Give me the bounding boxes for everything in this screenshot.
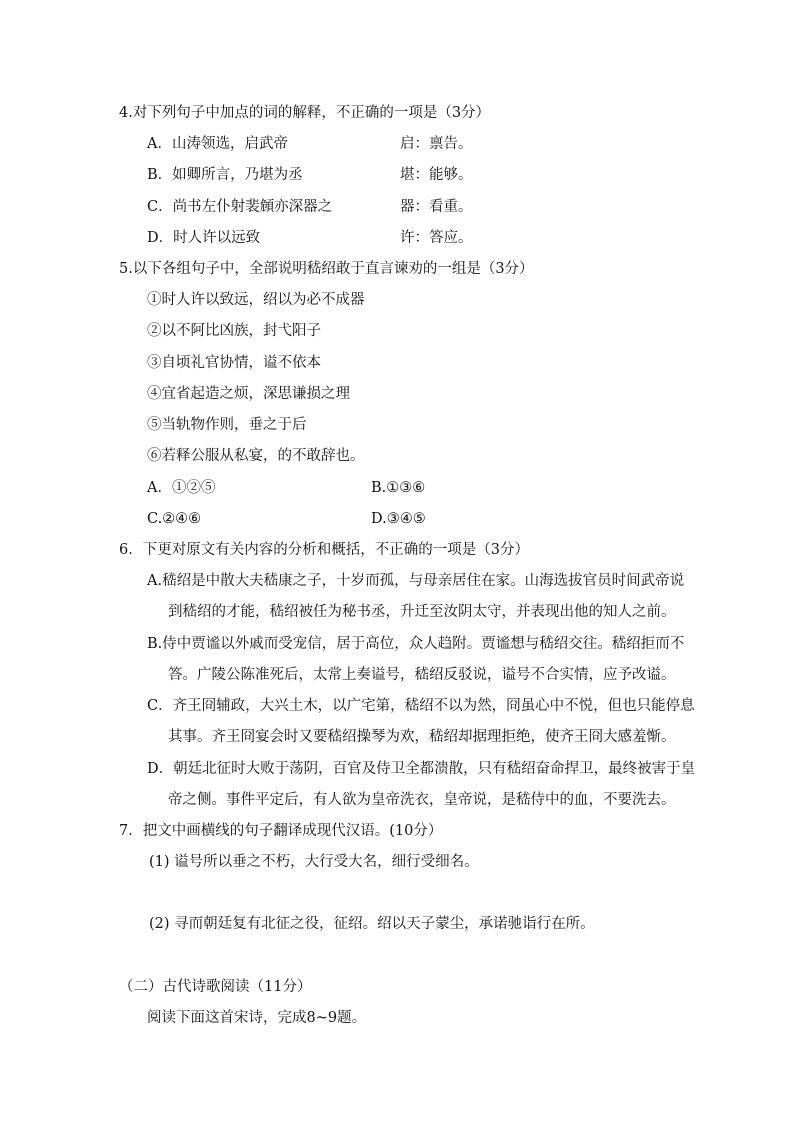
- q6-option-d-line2: 帝之侧。事件平定后，有人欲为皇帝洗衣，皇帝说，是嵇侍中的血，不要洗去。: [168, 792, 676, 808]
- section-heading: （二）古代诗歌阅读（11分）: [119, 979, 312, 995]
- q4-option-b: B．如卿所言，乃堪为丞: [147, 167, 303, 183]
- q5-sentence-3: ③自顷礼官协情，谥不依本: [147, 355, 321, 371]
- q6-option-b-line1: B.侍中贾谧以外戚而受宠信，居于高位，众人趋附。贾谧想与嵇绍交往。嵇绍拒而不: [147, 636, 685, 652]
- q4-option-d: D．时人许以远致: [147, 230, 261, 246]
- q4-gloss-c: 器：看重。: [400, 199, 473, 215]
- q4-option-c: C．尚书左仆射裴頠亦深器之: [147, 199, 333, 215]
- q5-choice-b: B.①③⑥: [371, 480, 426, 496]
- q5-choice-d: D.③④⑤: [371, 511, 426, 527]
- section-intro: 阅读下面这首宋诗，完成8~9题。: [147, 1010, 367, 1026]
- q4-stem: 4.对下列句子中加点的词的解释，不正确的一项是（3分）: [119, 105, 491, 121]
- q6-option-a-line2: 到嵇绍的才能，嵇绍被任为秘书丞，升迁至汝阴太守，并表现出他的知人之前。: [168, 604, 676, 620]
- q5-choice-c: C.②④⑥: [147, 511, 202, 527]
- q4-option-a: A．山涛领选，启武帝: [147, 136, 288, 152]
- q7-item-1: (1) 谥号所以垂之不朽，大行受大名，细行受细名。: [149, 854, 479, 870]
- q7-stem: 7．把文中画横线的句子翻译成现代汉语。(10分）: [119, 823, 443, 839]
- q5-choice-a: A．①②⑤: [147, 480, 216, 496]
- q6-option-a-line1: A.嵇绍是中散大夫嵇康之子，十岁而孤，与母亲居住在家。山海选拔官员时间武帝说: [147, 573, 685, 589]
- q4-gloss-a: 启：禀告。: [400, 136, 473, 152]
- q5-sentence-4: ④宜省起造之烦，深思谦损之理: [147, 386, 350, 402]
- q4-gloss-d: 许：答应。: [400, 230, 473, 246]
- q5-sentence-5: ⑤当轨物作则，垂之于后: [147, 417, 307, 433]
- q7-item-2: (2) 寻而朝廷复有北征之役，征绍。绍以天子蒙尘，承诺驰诣行在所。: [149, 916, 595, 932]
- q5-stem: 5.以下各组句子中，全部说明嵇绍敢于直言谏劝的一组是（3分）: [119, 261, 534, 277]
- q6-stem: 6．下更对原文有关内容的分析和概括，不正确的一项是（3分）: [119, 542, 529, 558]
- q6-option-d-line1: D．朝廷北征时大败于荡阴，百官及侍卫全都溃散，只有嵇绍奋命捍卫，最终被害于皇: [147, 761, 696, 777]
- q6-option-c-line2: 其事。齐王冏宴会时又要嵇绍操琴为欢，嵇绍却据理拒绝，使齐王冏大感羞惭。: [168, 729, 676, 745]
- q5-sentence-1: ①时人许以致远，绍以为必不成器: [147, 292, 365, 308]
- q6-option-b-line2: 答。广陵公陈准死后，太常上奏谥号，嵇绍反驳说，谥号不合实情，应予改谥。: [168, 667, 676, 683]
- q4-gloss-b: 堪：能够。: [400, 167, 473, 183]
- q5-sentence-6: ⑥若释公服从私宴，的不敢辞也。: [147, 448, 365, 464]
- q6-option-c-line1: C．齐王冏辅政，大兴土木，以广宅第，嵇绍不以为然，冏虽心中不悦，但也只能停息: [147, 698, 695, 714]
- q5-sentence-2: ②以不阿比凶族，封弋阳子: [147, 323, 321, 339]
